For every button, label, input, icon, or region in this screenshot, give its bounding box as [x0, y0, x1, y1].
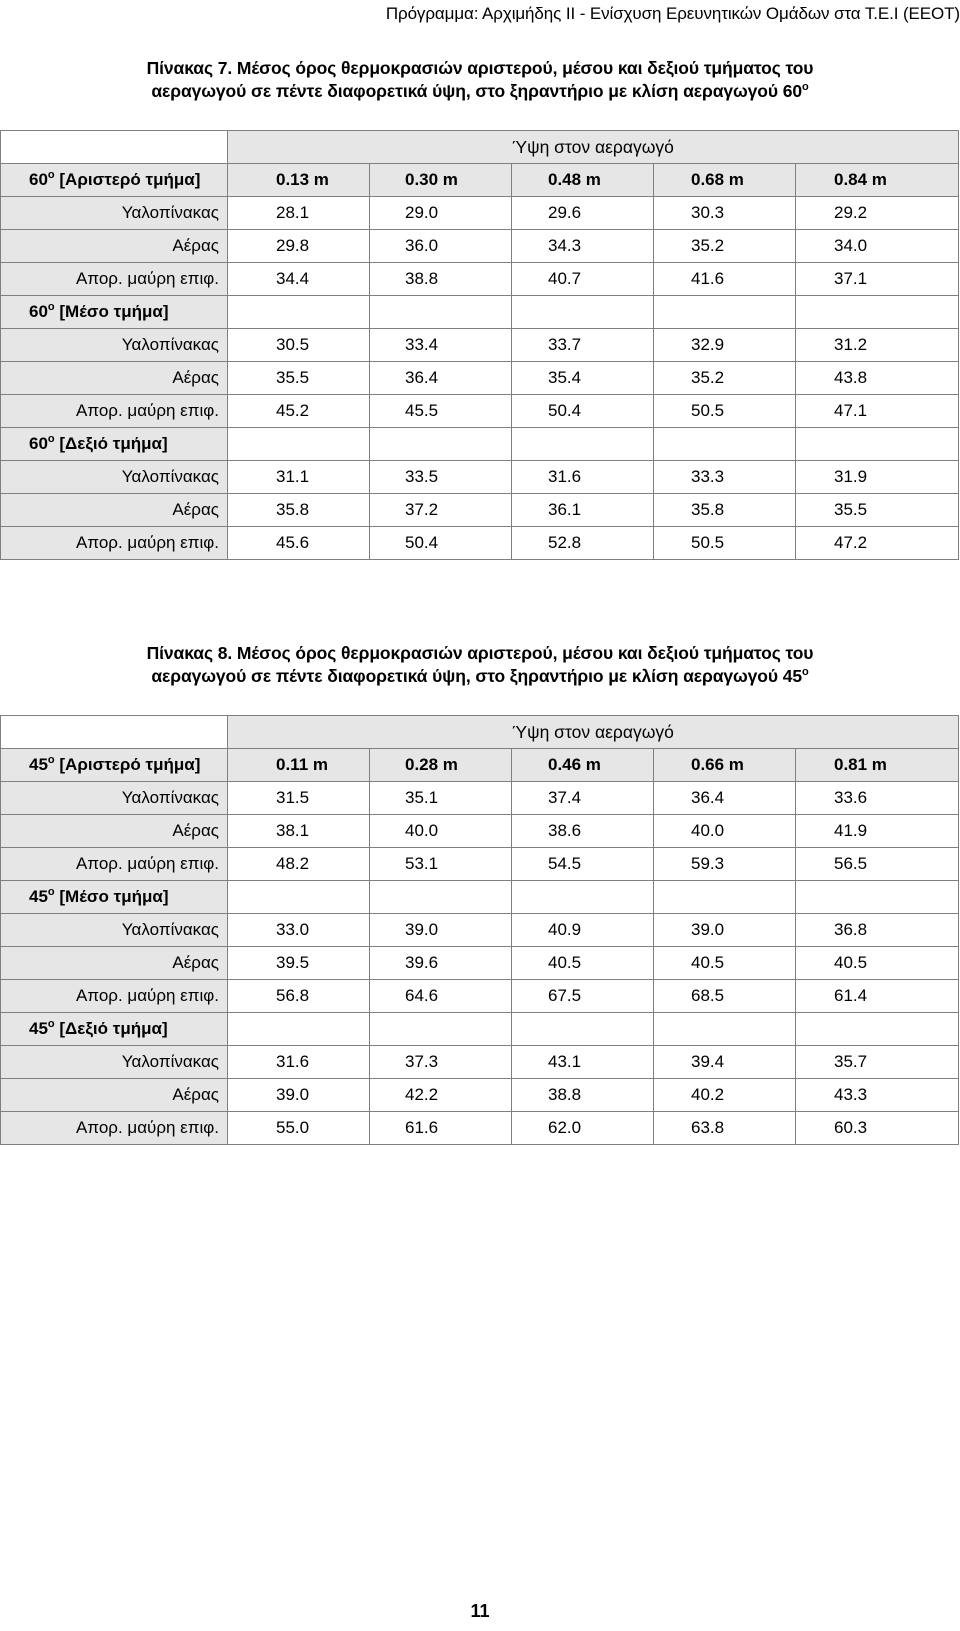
- table-cell: 38.8: [512, 1079, 654, 1112]
- table-cell: [796, 428, 959, 461]
- row-label: Υαλοπίνακας: [1, 1046, 228, 1079]
- table-cell: [796, 1013, 959, 1046]
- table-cell: 38.6: [512, 815, 654, 848]
- table-cell: 39.0: [370, 914, 512, 947]
- table-cell: 37.4: [512, 782, 654, 815]
- table-cell: 31.2: [796, 329, 959, 362]
- table-cell: 36.0: [370, 230, 512, 263]
- column-header: 0.66 m: [654, 749, 796, 782]
- table-cell: 43.3: [796, 1079, 959, 1112]
- table-cell: 54.5: [512, 848, 654, 881]
- table-cell: [654, 428, 796, 461]
- table-cell: 34.4: [228, 263, 370, 296]
- table-cell: 48.2: [228, 848, 370, 881]
- table-cell: 64.6: [370, 980, 512, 1013]
- row-label: Αέρας: [1, 1079, 228, 1112]
- table-cell: 62.0: [512, 1112, 654, 1145]
- table-cell: 36.8: [796, 914, 959, 947]
- table-cell: [228, 428, 370, 461]
- table-cell: 31.1: [228, 461, 370, 494]
- row-label: Υαλοπίνακας: [1, 329, 228, 362]
- group-label: $60^o$ [Μέσο τμήμα]: [1, 296, 228, 329]
- column-header: 0.48 m: [512, 164, 654, 197]
- table-cell: 63.8: [654, 1112, 796, 1145]
- column-header: 0.30 m: [370, 164, 512, 197]
- table-row: [1, 1112, 959, 1145]
- caption-line: [0, 665, 960, 688]
- table-row: [1, 881, 959, 914]
- table-cell: [512, 296, 654, 329]
- table-row: [1, 947, 959, 980]
- table-cell: [654, 881, 796, 914]
- row-label: Υαλοπίνακας: [1, 914, 228, 947]
- table-cell: 31.6: [228, 1046, 370, 1079]
- table-caption: [0, 642, 960, 688]
- table-cell: 39.0: [228, 1079, 370, 1112]
- table-cell: 35.5: [228, 362, 370, 395]
- table-row: [1, 329, 959, 362]
- table-cell: 40.5: [654, 947, 796, 980]
- table-cell: 28.1: [228, 197, 370, 230]
- table-row: [1, 980, 959, 1013]
- table-cell: 33.6: [796, 782, 959, 815]
- table-cell: 39.0: [654, 914, 796, 947]
- table-cell: 50.5: [654, 395, 796, 428]
- table-cell: 67.5: [512, 980, 654, 1013]
- table-cell: 68.5: [654, 980, 796, 1013]
- table-cell: 34.0: [796, 230, 959, 263]
- table-cell: 47.1: [796, 395, 959, 428]
- row-label: Αέρας: [1, 947, 228, 980]
- table-caption: [0, 57, 960, 103]
- table-cell: 39.4: [654, 1046, 796, 1079]
- caption-text: αεραγωγού σε πέντε διαφορετικά ύψη, στο ξηραντήριο με κλίση αεραγωγού 60: [151, 81, 802, 101]
- table-cell: 35.8: [228, 494, 370, 527]
- table-cell: 43.8: [796, 362, 959, 395]
- table-cell: 60.3: [796, 1112, 959, 1145]
- table-cell: 33.7: [512, 329, 654, 362]
- table-cell: 40.2: [654, 1079, 796, 1112]
- caption-line: Πίνακας 7. Μέσος όρος θερμοκρασιών αριστερού, μέσου και δεξιού τμήματος του: [146, 58, 814, 78]
- row-label: Αέρας: [1, 815, 228, 848]
- table-cell: [512, 428, 654, 461]
- row-label: Υαλοπίνακας: [1, 782, 228, 815]
- row-label: Αέρας: [1, 362, 228, 395]
- table-cell: [370, 881, 512, 914]
- table-cell: 52.8: [512, 527, 654, 560]
- degree-superscript: ο: [802, 81, 809, 93]
- page-number: 11: [470, 1601, 490, 1621]
- table-cell: [512, 1013, 654, 1046]
- column-header: 0.81 m: [796, 749, 959, 782]
- table-row: [1, 395, 959, 428]
- table-row: [1, 428, 959, 461]
- row-label: Απορ. μαύρη επιφ.: [1, 395, 228, 428]
- data-table: [0, 130, 959, 560]
- table-cell: 31.9: [796, 461, 959, 494]
- table-cell: 37.2: [370, 494, 512, 527]
- table-cell: 29.6: [512, 197, 654, 230]
- group-label: $45^o$ [Μέσο τμήμα]: [1, 881, 228, 914]
- table-cell: 40.0: [370, 815, 512, 848]
- table-cell: 50.4: [512, 395, 654, 428]
- table-cell: [796, 881, 959, 914]
- table-cell: 35.2: [654, 230, 796, 263]
- column-header: 0.46 m: [512, 749, 654, 782]
- table-row: [1, 461, 959, 494]
- table-cell: 29.8: [228, 230, 370, 263]
- column-group-title: Ύψη στον αεραγωγό: [228, 131, 959, 164]
- table-cell: 61.6: [370, 1112, 512, 1145]
- header-corner: [1, 131, 228, 164]
- caption-text: αεραγωγού σε πέντε διαφορετικά ύψη, στο ξηραντήριο με κλίση αεραγωγού 45: [151, 666, 802, 686]
- table-cell: [370, 428, 512, 461]
- table-cell: [370, 1013, 512, 1046]
- table-cell: 35.5: [796, 494, 959, 527]
- table-row: [1, 914, 959, 947]
- running-header: Πρόγραμμα: Αρχιμήδης ΙΙ - Ενίσχυση Ερευνητικών Ομάδων στα Τ.Ε.Ι (ΕΕΟΤ): [385, 4, 960, 23]
- column-header: 0.84 m: [796, 164, 959, 197]
- table-header-row: [1, 131, 959, 164]
- table-row: [1, 164, 959, 197]
- degree-superscript: ο: [802, 666, 809, 678]
- table-cell: 32.9: [654, 329, 796, 362]
- table-cell: 38.8: [370, 263, 512, 296]
- table-cell: 45.5: [370, 395, 512, 428]
- table-cell: 35.8: [654, 494, 796, 527]
- table-row: [1, 527, 959, 560]
- table-cell: 39.6: [370, 947, 512, 980]
- table-cell: [512, 881, 654, 914]
- table-cell: 36.4: [370, 362, 512, 395]
- table-cell: 39.5: [228, 947, 370, 980]
- table-cell: 45.6: [228, 527, 370, 560]
- table-cell: 33.3: [654, 461, 796, 494]
- row-label: Υαλοπίνακας: [1, 461, 228, 494]
- table-row: [1, 782, 959, 815]
- table-cell: [796, 296, 959, 329]
- table-cell: 56.5: [796, 848, 959, 881]
- caption-line: Πίνακας 8. Μέσος όρος θερμοκρασιών αριστερού, μέσου και δεξιού τμήματος του: [146, 643, 814, 663]
- column-group-title: Ύψη στον αεραγωγό: [228, 716, 959, 749]
- table-cell: 61.4: [796, 980, 959, 1013]
- table-cell: 35.4: [512, 362, 654, 395]
- table-row: [1, 1079, 959, 1112]
- table-cell: 55.0: [228, 1112, 370, 1145]
- table-cell: 33.5: [370, 461, 512, 494]
- table-cell: 40.7: [512, 263, 654, 296]
- table-cell: [654, 296, 796, 329]
- table-cell: [370, 296, 512, 329]
- table-cell: 42.2: [370, 1079, 512, 1112]
- table-cell: 40.0: [654, 815, 796, 848]
- column-header: 0.11 m: [228, 749, 370, 782]
- table-cell: 40.5: [512, 947, 654, 980]
- table-cell: 30.5: [228, 329, 370, 362]
- table-cell: 50.5: [654, 527, 796, 560]
- caption-line: [0, 80, 960, 103]
- table-cell: 50.4: [370, 527, 512, 560]
- table-cell: [654, 1013, 796, 1046]
- table-cell: 41.6: [654, 263, 796, 296]
- table-cell: 33.0: [228, 914, 370, 947]
- row-label: Απορ. μαύρη επιφ.: [1, 980, 228, 1013]
- table-cell: 30.3: [654, 197, 796, 230]
- table-cell: 35.7: [796, 1046, 959, 1079]
- table-cell: 37.1: [796, 263, 959, 296]
- table-cell: [228, 296, 370, 329]
- table-row: [1, 362, 959, 395]
- table-cell: 38.1: [228, 815, 370, 848]
- header-corner: [1, 716, 228, 749]
- table-row: [1, 815, 959, 848]
- table-cell: 35.2: [654, 362, 796, 395]
- row-label: Απορ. μαύρη επιφ.: [1, 527, 228, 560]
- row-label: Απορ. μαύρη επιφ.: [1, 1112, 228, 1145]
- table-cell: [228, 1013, 370, 1046]
- row-label: Απορ. μαύρη επιφ.: [1, 263, 228, 296]
- table-cell: 59.3: [654, 848, 796, 881]
- table-row: [1, 1046, 959, 1079]
- group-label: $60^o$ [Αριστερό τμήμα]: [1, 164, 228, 197]
- table-row: [1, 749, 959, 782]
- table-cell: 36.1: [512, 494, 654, 527]
- row-label: Αέρας: [1, 494, 228, 527]
- table-cell: 31.5: [228, 782, 370, 815]
- table-cell: 33.4: [370, 329, 512, 362]
- table-cell: [228, 881, 370, 914]
- column-header: 0.28 m: [370, 749, 512, 782]
- table-cell: 53.1: [370, 848, 512, 881]
- column-header: 0.68 m: [654, 164, 796, 197]
- table-cell: 56.8: [228, 980, 370, 1013]
- table-cell: 36.4: [654, 782, 796, 815]
- table-cell: 43.1: [512, 1046, 654, 1079]
- data-table: [0, 715, 959, 1145]
- group-label: $45^o$ [Αριστερό τμήμα]: [1, 749, 228, 782]
- table-cell: 47.2: [796, 527, 959, 560]
- table-row: [1, 848, 959, 881]
- table-cell: 34.3: [512, 230, 654, 263]
- table-row: [1, 230, 959, 263]
- row-label: Απορ. μαύρη επιφ.: [1, 848, 228, 881]
- table-row: [1, 197, 959, 230]
- row-label: Αέρας: [1, 230, 228, 263]
- table-row: [1, 494, 959, 527]
- column-header: 0.13 m: [228, 164, 370, 197]
- table-cell: 40.9: [512, 914, 654, 947]
- table-cell: 29.0: [370, 197, 512, 230]
- table-cell: 40.5: [796, 947, 959, 980]
- table-cell: 41.9: [796, 815, 959, 848]
- table-cell: 37.3: [370, 1046, 512, 1079]
- group-label: $60^o$ [Δεξιό τμήμα]: [1, 428, 228, 461]
- table-cell: 35.1: [370, 782, 512, 815]
- table-row: [1, 263, 959, 296]
- table-cell: 29.2: [796, 197, 959, 230]
- table-row: [1, 296, 959, 329]
- table-header-row: [1, 716, 959, 749]
- group-label: $45^o$ [Δεξιό τμήμα]: [1, 1013, 228, 1046]
- table-cell: 45.2: [228, 395, 370, 428]
- row-label: Υαλοπίνακας: [1, 197, 228, 230]
- table-row: [1, 1013, 959, 1046]
- table-cell: 31.6: [512, 461, 654, 494]
